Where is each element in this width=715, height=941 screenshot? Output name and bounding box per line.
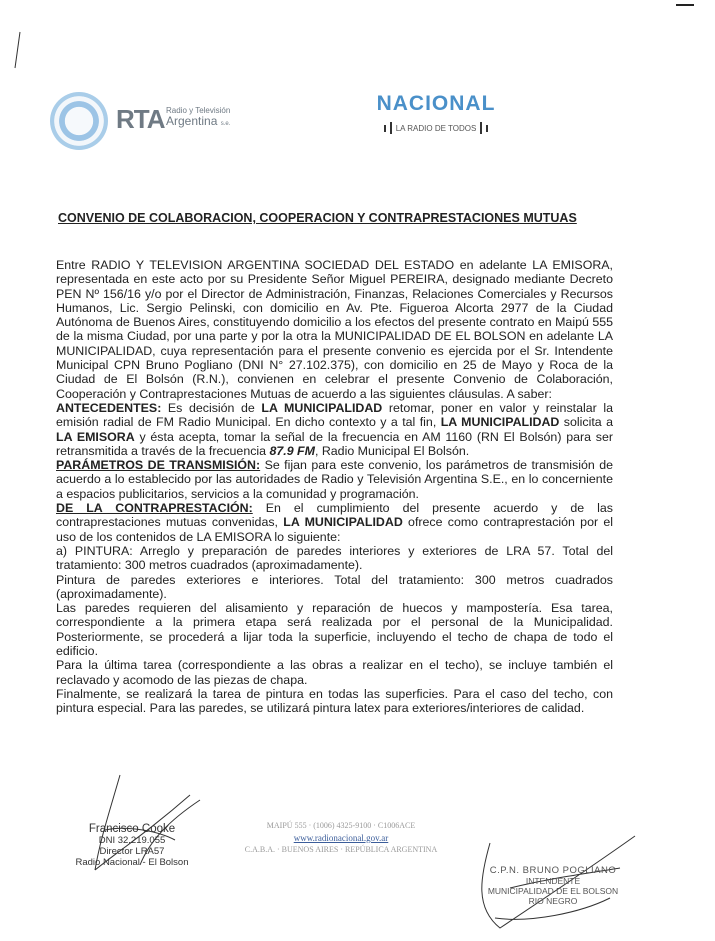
footer-address: MAIPÚ 555 · (1006) 4325-9100 · C1006ACE [266, 821, 416, 830]
margin-pen-stroke [12, 30, 26, 70]
rta-logo [50, 92, 240, 152]
signer-left-role: Director LRA57 [99, 846, 165, 857]
tagline-bar [486, 125, 488, 132]
signer-right-name: C.P.N. BRUNO POGLIANO [489, 865, 617, 876]
signature-left-block [72, 824, 192, 868]
document-body [56, 258, 613, 716]
signer-left-dni: DNI 32.219.055 [98, 835, 166, 846]
antecedentes-label: ANTECEDENTES: [56, 400, 162, 415]
tagline-bar [480, 122, 482, 134]
nacional-logo [366, 92, 506, 134]
signer-right-role: INTENDENTE [525, 876, 581, 886]
parametros-label: PARÁMETROS DE TRANSMISIÓN: [56, 458, 261, 473]
antecedentes-paragraph: ANTECEDENTES: Es decisión de LA MUNICIPALIDAD retomar, poner en valor y reinstalar la emisión radial de FM Radio Municipal. En dicho contexto y a tal fin, LA MUNICIPALIDAD solicita a LA EMISORA y ésta acepta, tomar la señal de la frecuencia en AM 1160 (RN El Bolsón) para ser retransmitida a través de la frecuencia 87.9 FM, Radio Municipal El Bolsón. [56, 400, 613, 458]
signer-left-name: Francisco Cooke [88, 823, 176, 835]
rta-logo-letters: RTA [116, 104, 165, 134]
document-title: CONVENIO DE COLABORACION, COOPERACION Y CONTRAPRESTACIONES MUTUAS [58, 211, 577, 225]
intro-paragraph: Entre RADIO Y TELEVISION ARGENTINA SOCIEDAD DEL ESTADO en adelante LA EMISORA, representada en este acto por su Presidente Señor Miguel PEREIRA, designado mediante Decreto PEN Nº 156/16 y/o por el Director de Administración, Finanzas, Relaciones Comerciales y Recursos Humanos, Lic. Sergio Pelinski, con domicilio en Av. Pte. Figueroa Alcorta 2977 de la Ciudad Autónoma de Buenos Aires, constituyendo domicilio a los efectos del presente contrato en Maipú 555 de la misma Ciudad, por una parte y por la otra la MUNICIPALIDAD DE EL BOLSON en adelante LA MUNICIPALIDAD, cuya representación para el presente convenio es ejercida por el Sr. Intendente Municipal CPN Bruno Pogliano (DNI N° 27.102.375), con domicilio en 25 de Mayo y Roca de la Ciudad de El Bolsón (R.N.), convienen en celebrar el presente Convenio de Colaboración, Cooperación y Contraprestaciones Mutuas de acuerdo a las siguientes cláusulas. A saber: [56, 258, 613, 401]
signer-left-org: Radio Nacional - El Bolson [75, 857, 189, 868]
rta-line2: Argentina s.e. [166, 114, 231, 128]
parametros-paragraph: PARÁMETROS DE TRANSMISIÓN: Se fijan para este convenio, los parámetros de transmisión de acuerdo a lo establecido por las autoridades de Radio y Televisión Argentina S.E., en lo concerniente a espacios publicitarios, servicios a la comunidad y programación. [56, 458, 614, 501]
nacional-tagline: LA RADIO DE TODOS [395, 123, 477, 133]
signer-right-province: RIO NEGRO [528, 896, 578, 906]
finalmente-paragraph: Finalmente, se realizará la tarea de pintura en todas las superficies. Para el caso del techo, con pintura especial. Para las paredes, se utilizará pintura latex para exteriores/interiores de calidad. [56, 686, 613, 716]
signature-right-stamp [478, 866, 628, 906]
contraprestacion-label: DE LA CONTRAPRESTACIÓN: [56, 501, 253, 516]
contraprestacion-paragraph: DE LA CONTRAPRESTACIÓN: En el cumplimiento del presente acuerdo y de las contraprestaciones mutuas convenidas, LA MUNICIPALIDAD ofrece como contraprestación por el uso de los contenidos de LA EMISORA lo siguiente: [56, 501, 614, 544]
corner-mark [676, 4, 694, 6]
footer-city: C.A.B.A. · BUENOS AIRES · REPÚBLICA ARGENTINA [244, 845, 438, 854]
ultima-tarea-paragraph: Para la última tarea (correspondiente a las obras a realizar en el techo), se incluye también el reclavado y acomodo de las piezas de chapa. [56, 658, 613, 687]
paredes-paragraph: Las paredes requieren del alisamiento y reparación de huecos y mampostería. Esa tarea, correspondiente a la primera etapa será realizada por el personal de la Municipalidad. Posteriormente, se procederá a lijar toda la superficie, incluyendo el techo de chapa de todo el edificio. [56, 601, 613, 659]
pintura-paragraph: Pintura de paredes exteriores e interiores. Total del tratamiento: 300 metros cuadrados (aproximadamente). [56, 572, 613, 601]
rta-line1: Radio y Televisión [166, 106, 231, 115]
rta-suffix: s.e. [220, 121, 231, 127]
letterhead-footer [216, 820, 466, 856]
tagline-bar [384, 125, 386, 132]
footer-website-link[interactable]: www.radionacional.gov.ar [293, 833, 389, 843]
nacional-wordmark: NACIONAL [376, 92, 496, 115]
nacional-tagline-row [366, 122, 506, 134]
rta-circle-emblem [50, 92, 108, 150]
tagline-bar [390, 122, 392, 134]
rta-logo-subtitle [166, 106, 230, 129]
item-a-paragraph: a) PINTURA: Arreglo y preparación de paredes interiores y exteriores de LRA 57. Total del tratamiento: 300 metros cuadrados (aproximadamente). [56, 543, 613, 573]
signer-right-org: MUNICIPALIDAD DE EL BOLSON [487, 886, 619, 896]
